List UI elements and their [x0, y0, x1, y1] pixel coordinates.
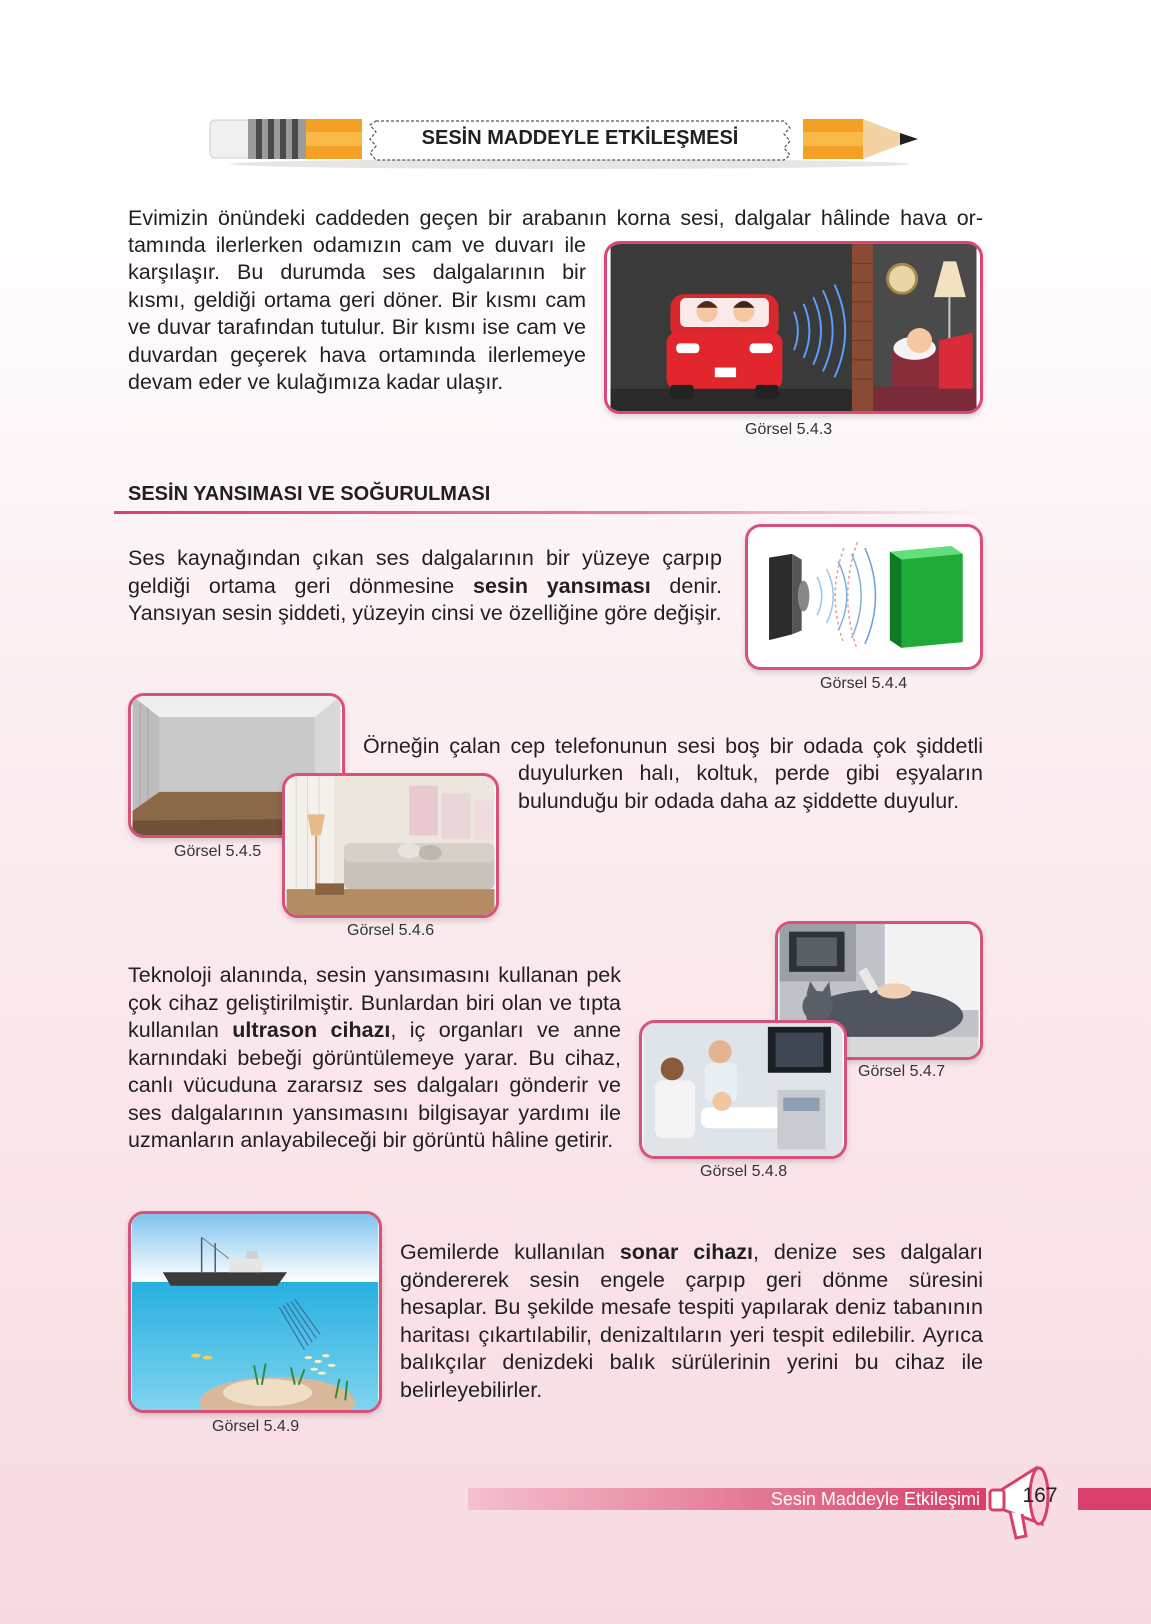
intro-line-2: tamında ilerlerken odamızın cam ve duvarı ile [128, 233, 586, 257]
reflection-paragraph [128, 545, 722, 628]
page-number: 167 [1022, 1484, 1058, 1507]
car-sound-illustration [604, 241, 983, 414]
sonar-term: sonar cihazı [619, 1240, 754, 1264]
footer-chapter-title: Sesin Maddeyle Etkileşimi [770, 1489, 980, 1509]
example-paragraph: duyulurken halı, koltuk, perde gibi eşyaların bulunduğu bir odada daha az şiddette duyulur. [518, 761, 983, 813]
ultrasound-paragraph [128, 962, 621, 1155]
caption-5-4-4: Görsel 5.4.4 [820, 675, 908, 692]
speaker-reflection-illustration [745, 524, 983, 670]
sonar-ship-illustration [128, 1211, 382, 1413]
furnished-room-photo [282, 773, 499, 918]
reflection-term: sesin yansıması [473, 573, 651, 598]
reflection-text-2: denir. Yansıyan sesin şiddeti, yüzeyin cinsi ve özelliğine göre değişir. [128, 573, 723, 625]
page-title: SESİN MADDEYLE ETKİLEŞMESİ [421, 127, 739, 149]
footer-bar-right [1078, 1488, 1151, 1510]
header-banner [200, 112, 940, 172]
example-line-1: Örneğin çalan cep telefonunun sesi boş bir odada çok şiddetli [363, 734, 983, 758]
intro-paragraph: karşılaşır. Bu durumda ses dalgalarının bir kısmı, geldiği ortama geri döner. Bir kısmı cam ve duvar tarafından tutulur. Bir kısmı ise cam ve duvardan geçerek hava ortamında ilerlemeye devam eder ve kulağımıza kadar ulaşır. [128, 260, 586, 394]
section-heading: SESİN YANSIMASI VE SOĞURULMASI [128, 483, 491, 505]
ultrasound-text-2: , iç organları ve anne karnındaki bebeği görüntülemeye yarar. Bu cihaz, canlı vücuduna zararsız ses dalgaları gönderir ve ses dalgalarının yansımasını bilgisayar yardımı ile uzmanların anlayabileceği bir görüntü hâline getirir. [128, 1018, 621, 1152]
reflection-text-1: Ses kaynağından çıkan ses dalgalarının bir yüzeye çarpıp geldiği ortama geri dönmesine [128, 546, 722, 598]
sonar-text-1: Gemilerde kullanılan [400, 1240, 620, 1264]
intro-line-1: Evimizin önündeki caddeden geçen bir arabanın korna sesi, dalgalar hâlinde hava or- [128, 206, 983, 230]
section-divider [114, 511, 984, 514]
sonar-text-2: , denize ses dalgaları göndererek sesin engele çarpıp geri dönme süresini hesaplar. Bu şekilde mesafe tespiti yapılarak deniz tabanının haritası çıkartılabilir, denizaltıların yeri tespit edilebilir. Ayrıca balıkçılar denizdeki balık sürülerinin yerini bu cihaz ile belirleyebilirler. [400, 1240, 983, 1402]
caption-5-4-7: Görsel 5.4.7 [858, 1063, 946, 1080]
ultrasound-term: ultrason cihazı [232, 1018, 391, 1042]
caption-5-4-6: Görsel 5.4.6 [347, 922, 435, 939]
sonar-paragraph [400, 1239, 983, 1404]
caption-5-4-3: Görsel 5.4.3 [745, 421, 833, 438]
caption-5-4-5: Görsel 5.4.5 [174, 843, 262, 860]
clinic-ultrasound-photo [639, 1020, 847, 1159]
caption-5-4-9: Görsel 5.4.9 [212, 1418, 300, 1435]
caption-5-4-8: Görsel 5.4.8 [700, 1163, 788, 1180]
ultrasound-text-1: Teknoloji alanında, sesin yansımasını kullanan pek çok cihaz geliştirilmiştir. Bunlardan biri olan ve tıpta kullanılan [128, 963, 621, 1042]
